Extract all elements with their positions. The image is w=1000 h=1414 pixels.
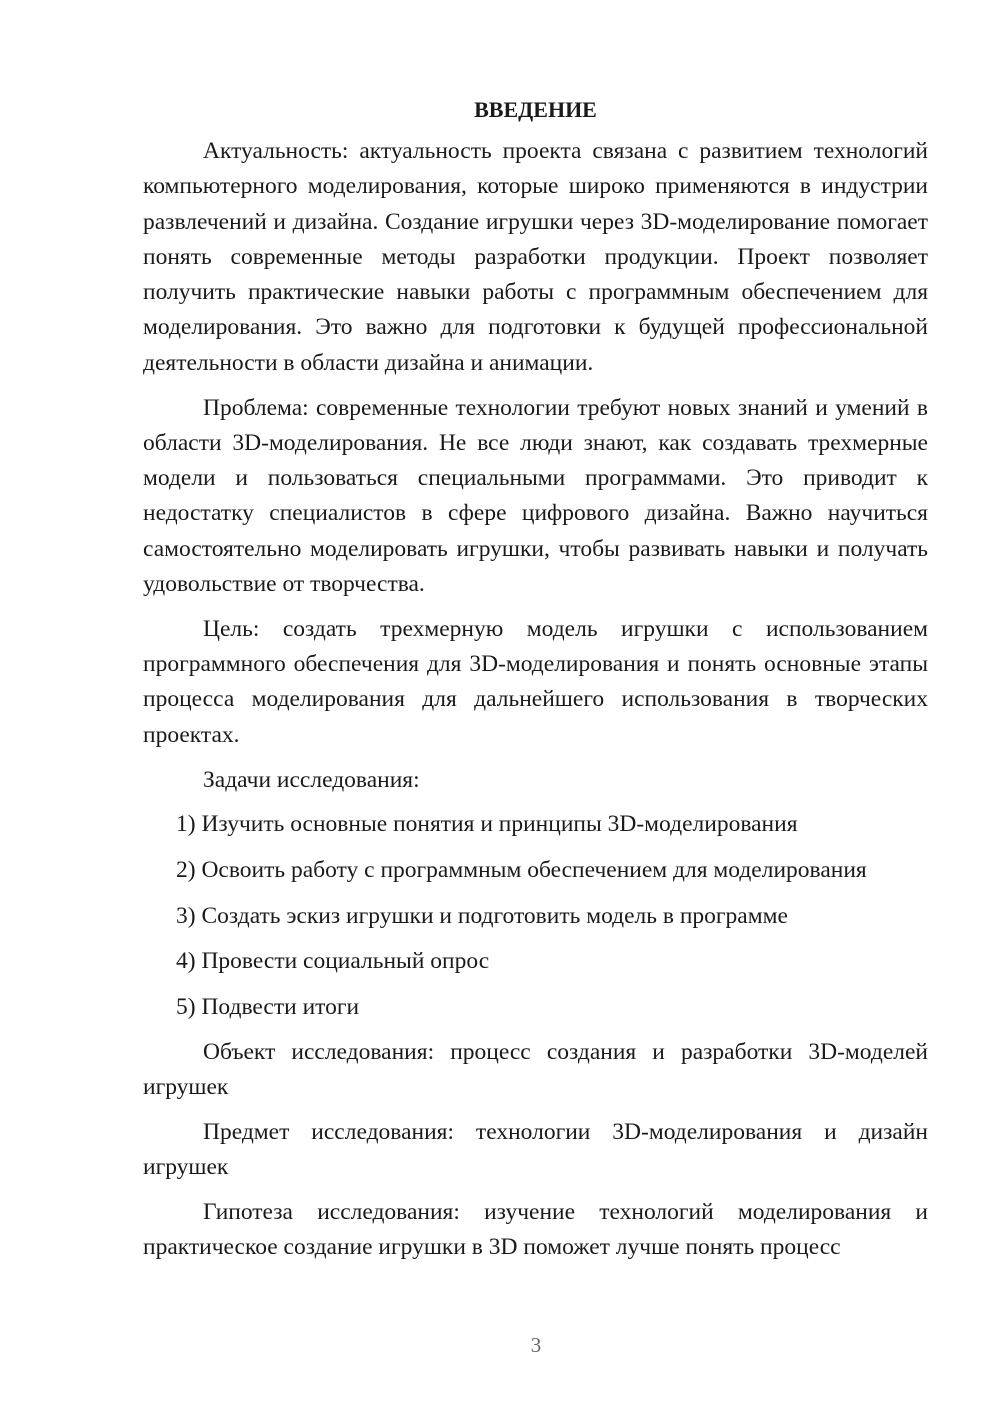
paragraph-problem: Проблема: современные технологии требуют новых знаний и умений в области 3D-моделирования. Не все люди знают, как создавать трехмерные модели и пользоваться специальными программами. Это приводит к недостатку специалистов в сфере цифрового дизайна. Важно научиться самостоятельно моделировать игрушки, чтобы развивать навыки и получать удовольствие от творчества. [143,394,928,598]
page-number: 3 [530,1333,542,1357]
task-list [143,807,928,1025]
section-title: ВВЕДЕНИЕ [474,97,597,122]
paragraph-relevance: Актуальность: актуальность проекта связана с развитием технологий компьютерного моделирования, которые широко применяются в индустрии развлечений и дизайна. Создание игрушки через 3D-моделирование помогает понять современные методы разработки продукции. Проект позволяет получить практические навыки работы с программным обеспечением для моделирования. Это важно для подготовки к будущей профессиональной деятельности в области дизайна и анимации. [143,138,928,376]
task-item: 2) Освоить работу с программным обеспечением для моделирования [176,856,867,883]
paragraph-subject: Предмет исследования: технологии 3D-моделирования и дизайн игрушек [143,1118,928,1180]
task-item: 4) Провести социальный опрос [176,948,490,975]
document-page [143,92,928,1275]
task-item: 1) Изучить основные понятия и принципы 3D-моделирования [176,811,798,838]
tasks-heading: Задачи исследования: [203,766,420,793]
paragraph-goal: Цель: создать трехмерную модель игрушки с использованием программного обеспечения для 3D-моделирования и понять основные этапы процесса моделирования для дальнейшего использования в творческих проектах. [143,615,928,748]
task-item: 3) Создать эскиз игрушки и подготовить модель в программе [176,902,788,929]
paragraph-object: Объект исследования: процесс создания и разработки 3D-моделей игрушек [143,1038,928,1100]
paragraph-hypothesis: Гипотеза исследования: изучение технологий моделирования и практическое создание игрушки в 3D поможет лучше понять процесс [143,1198,928,1260]
task-item: 5) Подвести итоги [176,993,360,1020]
